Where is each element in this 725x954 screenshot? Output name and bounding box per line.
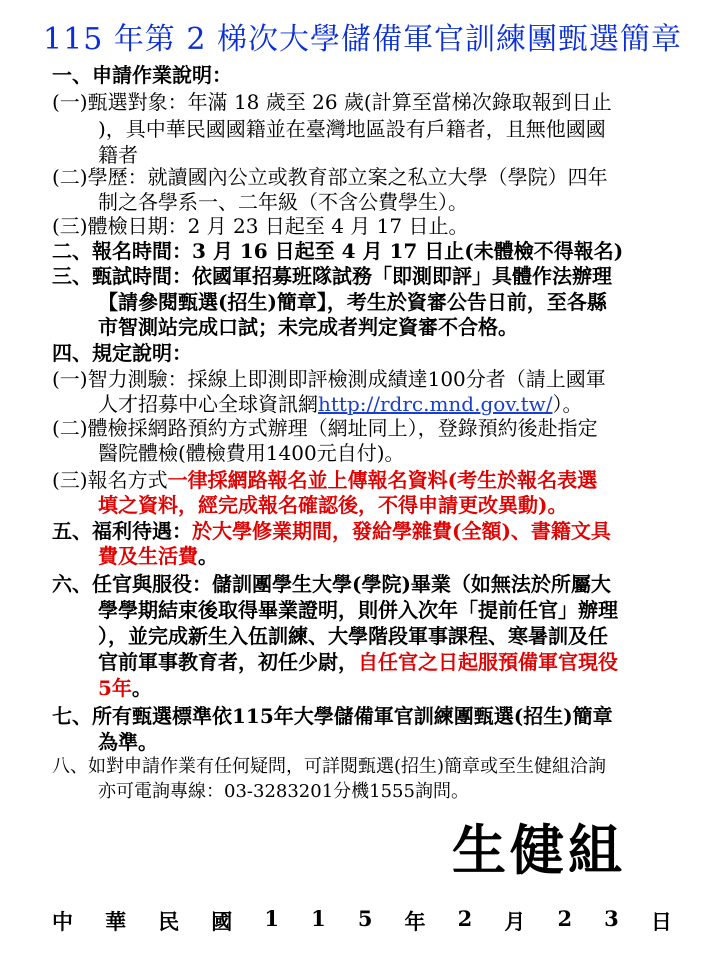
- date-char: 2: [457, 906, 473, 931]
- date-char: 1: [311, 906, 326, 931]
- section-4-item-3-line-2: 填之資料，經完成報名確認後，不得申請更改異動)。: [98, 493, 568, 517]
- date-line: [52, 906, 672, 936]
- section-5-label: 五、福利待遇：: [52, 519, 192, 543]
- date-char: 2: [557, 906, 573, 931]
- section-3-line-1: 三、甄試時間：依國軍招募班隊試務「即測即評」具體作法辦理: [52, 264, 612, 288]
- page-title: 115 年第 2 梯次大學儲備軍官訓練團甄選簡章: [43, 22, 682, 57]
- section-4-item-3-label: (三)報名方式: [52, 468, 168, 492]
- section-1-heading: 一、申請作業說明：: [52, 63, 232, 87]
- date-char: 5: [357, 906, 373, 931]
- section-6-line-3: ），並完成新生入伍訓練、大學階段軍事課程、寒暑訓及任: [98, 624, 608, 648]
- date-char: 年: [404, 909, 426, 934]
- section-4-item-3-line-1: [52, 467, 597, 494]
- section-6-suffix: 。: [131, 676, 152, 700]
- section-7-line-2: 為準。: [98, 730, 158, 754]
- date-char: 3: [604, 906, 619, 931]
- section-6-text: 官前軍事教育者，初任少尉，: [98, 650, 358, 674]
- section-3-line-2: 【請參閱甄選(招生)簡章】，考生於資審公告日前，至各縣: [98, 290, 607, 314]
- section-4-heading: 四、規定說明：: [52, 341, 192, 365]
- date-char: 中: [52, 909, 73, 934]
- section-4-item-1-suffix: ）。: [552, 392, 583, 416]
- date-char: 民: [158, 909, 180, 934]
- date-char: 1: [264, 906, 279, 931]
- section-4-item-3-highlight: 一律採網路報名並上傳報名資料(考生於報名表選: [167, 468, 598, 492]
- date-char: 國: [211, 909, 233, 934]
- section-1-item-3: (三)體檢日期：2 月 23 日起至 4 月 17 日止。: [52, 214, 469, 238]
- section-4-item-2-line-1: (二)體檢採網路預約方式辦理（網址同上），登錄預約後赴指定: [52, 416, 598, 440]
- signature-department: 生健組: [452, 818, 626, 882]
- section-5-line-2: [98, 543, 218, 570]
- section-5-highlight-2: 費及生活費: [98, 544, 198, 568]
- section-6-line-5: [98, 675, 152, 702]
- section-6-line-1: 六、任官與服役：儲訓團學生大學(學院)畢業（如無法於所屬大: [52, 572, 611, 596]
- section-8-line-2: 亦可電詢專線：03-3283201分機1555詢問。: [98, 781, 469, 802]
- date-char: 華: [105, 909, 127, 934]
- section-5-highlight: 於大學修業期間，發給學雜費(全額)、書籍文具: [192, 519, 611, 543]
- section-6-highlight: 自任官之日起服預備軍官現役: [358, 650, 618, 674]
- date-char: 月: [504, 909, 526, 934]
- section-6-line-4: [98, 649, 618, 676]
- section-4-item-1-line-1: (一)智力測驗：採線上即測即評檢測成績達100分者（請上國軍: [52, 367, 606, 391]
- section-5-suffix: 。: [198, 544, 218, 568]
- section-4-item-1-line-2: [98, 391, 582, 418]
- section-2: 二、報名時間：3 月 16 日起至 4 月 17 日止(未體檢不得報名): [52, 239, 624, 263]
- recruitment-website-link[interactable]: http://rdrc.mnd.gov.tw/: [318, 392, 553, 416]
- section-1-item-2-line-2: 制之各學系一、二年級（不含公費學生）。: [98, 190, 468, 214]
- section-7-line-1: 七、所有甄選標準依115年大學儲備軍官訓練團甄選(招生)簡章: [52, 704, 613, 728]
- section-1-item-2-line-1: (二)學歷：就讀國內公立或教育部立案之私立大學（學院）四年: [52, 165, 608, 189]
- section-8-line-1: 八、如對申請作業有任何疑問，可詳閱甄選(招生)簡章或至生健組洽詢: [52, 756, 607, 777]
- section-3-line-3: 市智測站完成口試；未完成者判定資審不合格。: [98, 315, 518, 339]
- section-1-item-1-line-2: )，具中華民國國籍並在臺灣地區設有戶籍者，且無他國國: [98, 117, 606, 141]
- date-char: 日: [650, 909, 672, 934]
- section-1-item-1-line-3: 籍者: [98, 143, 138, 167]
- section-6-line-2: 學學期結束後取得畢業證明，則併入次年「提前任官」辦理: [98, 598, 618, 622]
- section-4-item-1-text: 人才招募中心全球資訊網: [98, 392, 318, 416]
- section-6-highlight-2: 5年: [98, 676, 132, 700]
- section-1-item-1-line-1: (一)甄選對象：年滿 18 歲至 26 歲(計算至當梯次錄取報到日止: [52, 90, 612, 114]
- section-4-item-2-line-2: 醫院體檢(體檢費用1400元自付)。: [98, 441, 405, 465]
- section-5-line-1: [52, 518, 611, 545]
